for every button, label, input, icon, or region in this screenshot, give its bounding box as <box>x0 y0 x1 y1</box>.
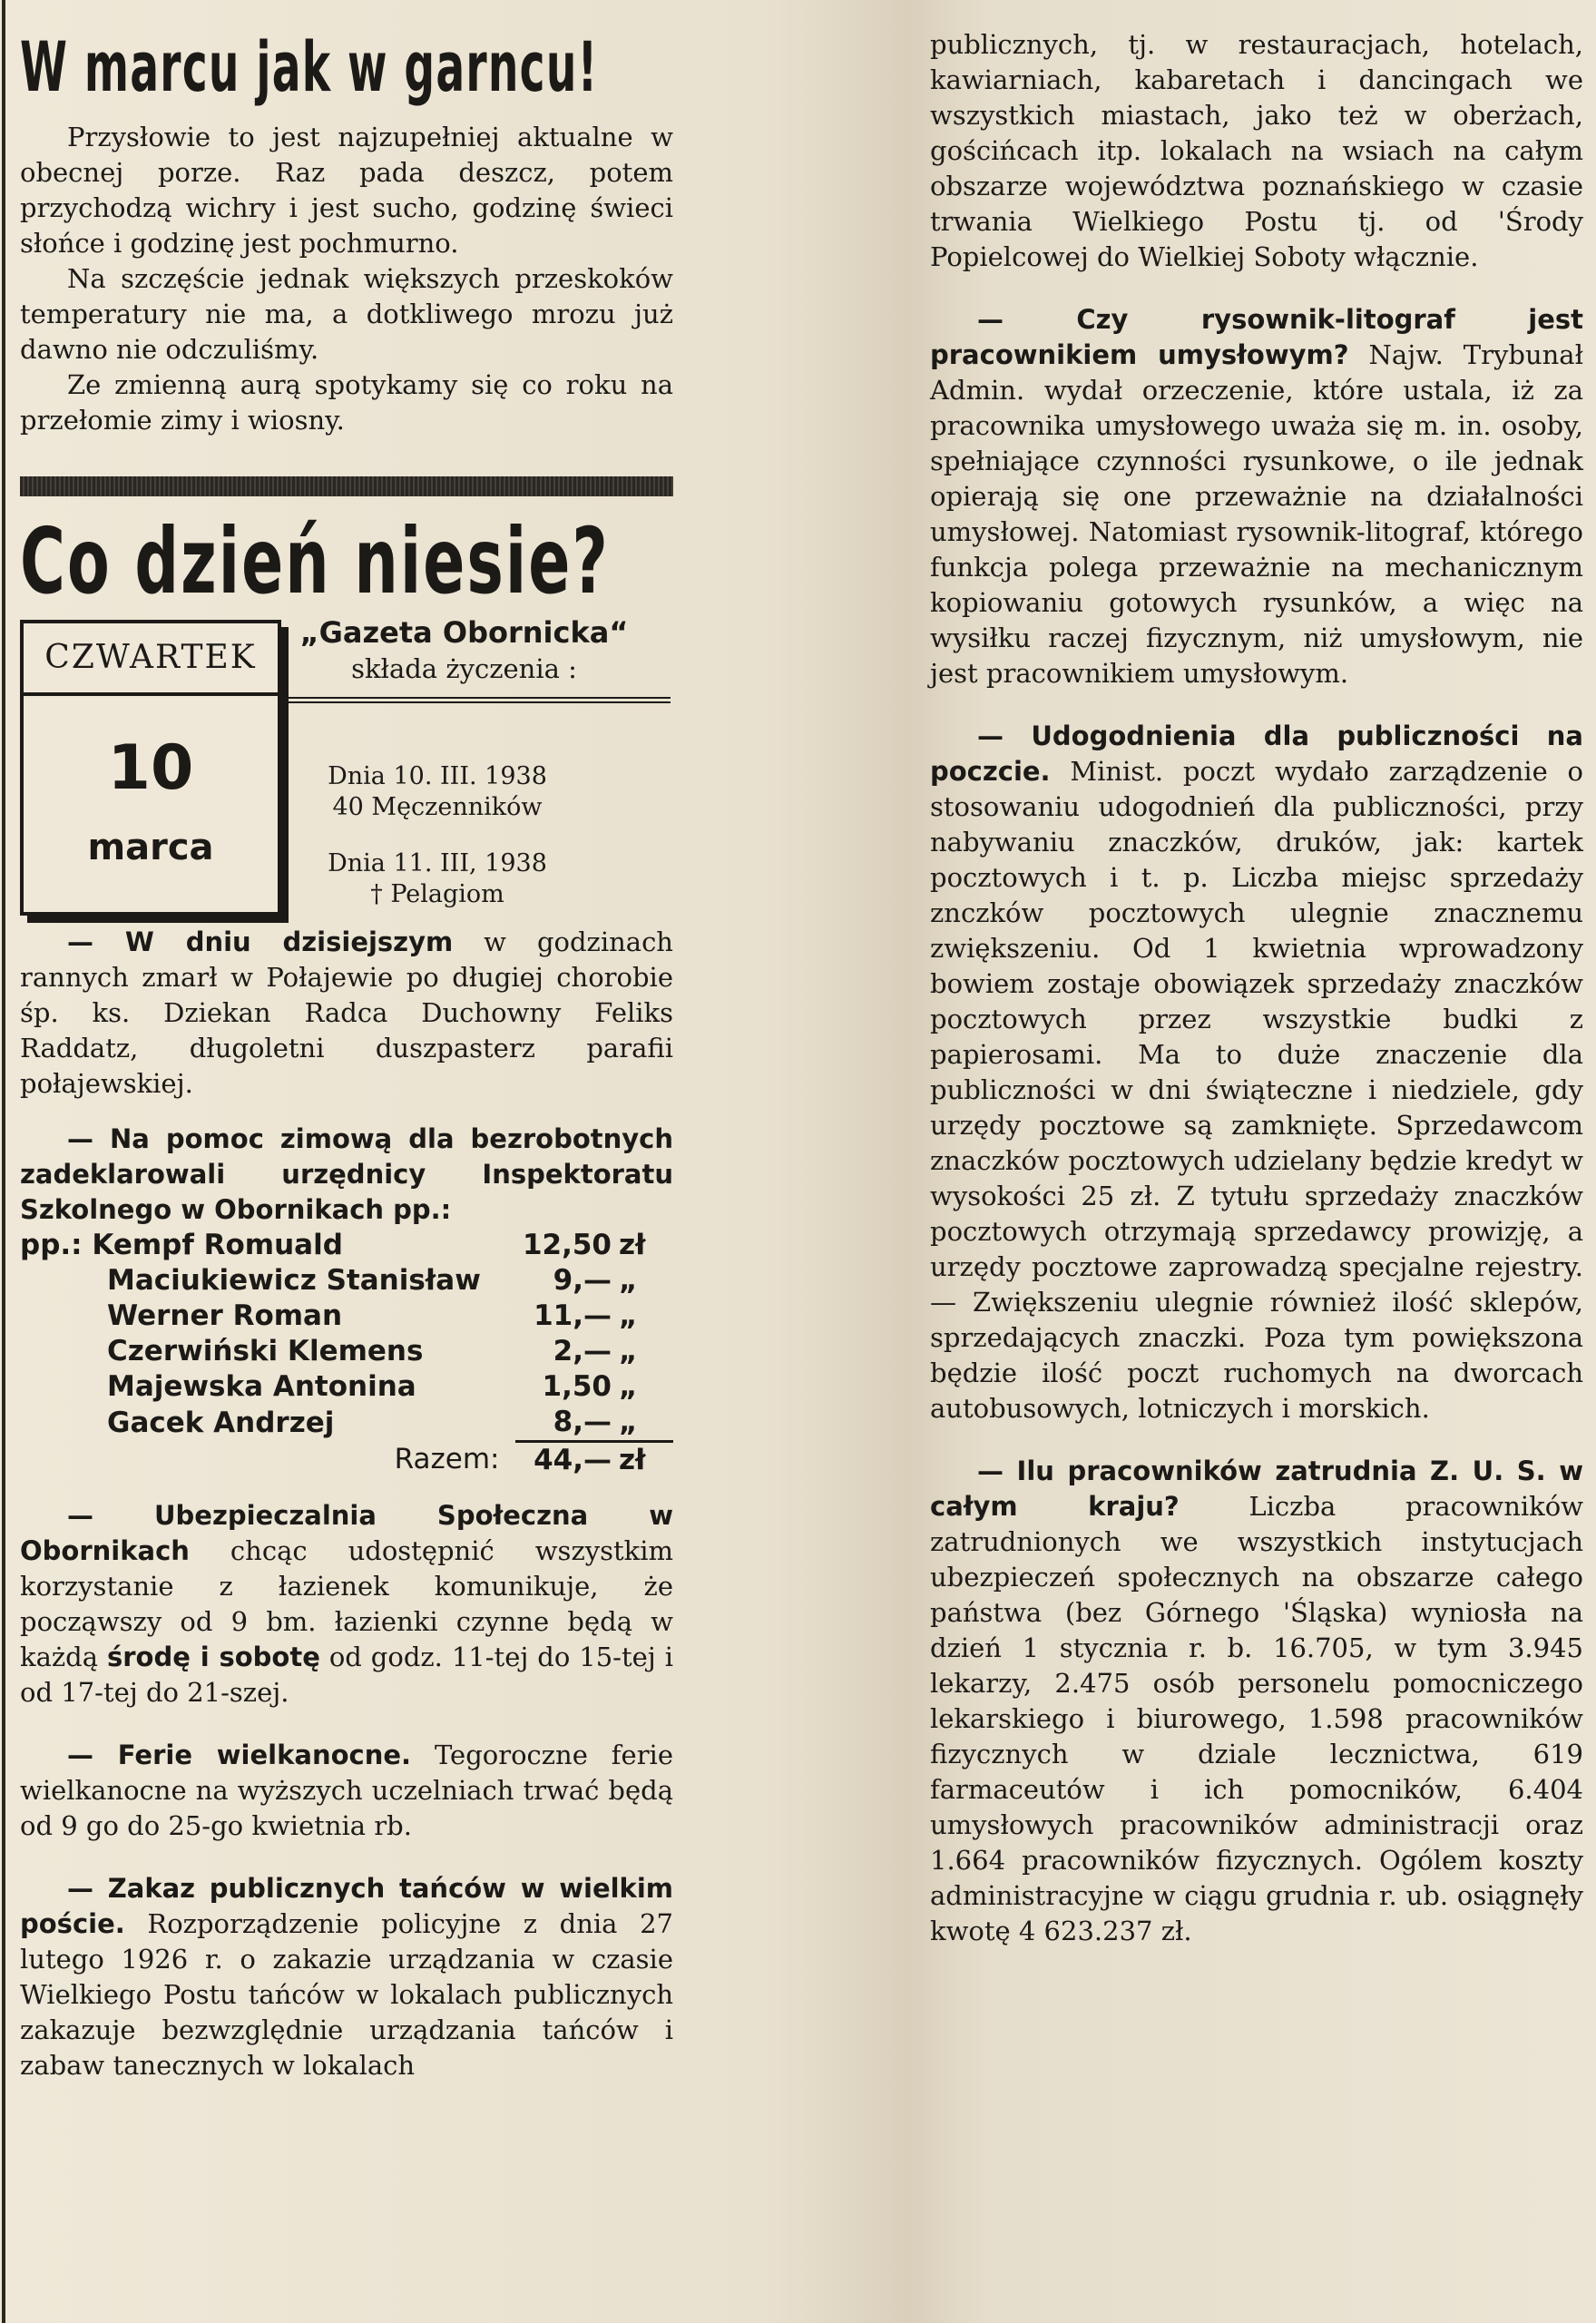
spacer <box>20 1844 673 1871</box>
donor-name: Gacek Andrzej <box>107 1406 335 1439</box>
news-post-office <box>930 719 1583 1426</box>
news-dance-ban-body: Rozporządzenie policyjne z dnia 27 lutego 1926 r. o zakazie urządzania w czasie Wielkiego Postu tańców w lokalach publicznych zakazuje bezwzględnie urządzania tańców i zabaw tanecznych w lokalach <box>20 1908 673 2081</box>
spacer <box>20 1478 673 1498</box>
news-easter-body: Tegoroczne ferie wielkanocne na wyższych uczelniach trwać będą od 9 go do 25-go kwietnia rb. <box>20 1740 673 1841</box>
donation-amount: 9,— <box>553 1264 612 1297</box>
news-easter <box>20 1738 673 1844</box>
calendar-weekday: CZWARTEK <box>24 623 278 696</box>
left-column <box>20 0 673 2083</box>
column-rule <box>2 0 5 2323</box>
dance-ban-continued: publicznych, tj. w restauracjach, hotelach, kawiarniach, kabaretach i dancingach we wszystkich miastach, jako też w oberżach, gościńcach itp. lokalach na wsiach na całym obszarze województwa poznańskiego w czasie trwania Wielkiego Postu tj. od 'Środy Popielcowej do Wielkiej Soboty włącznie. <box>930 29 1583 272</box>
calendar-box <box>20 620 281 916</box>
news-insurance-days: środę i sobotę <box>106 1642 320 1672</box>
spacer <box>930 1426 1583 1454</box>
news-death-body: w godzinach rannych zmarł w Połajewie po długiej chorobie śp. ks. Dziekan Radca Duchowny Feliks Raddatz, długoletni duszpasterz parafii połajewskiej. <box>20 926 673 1099</box>
news-insurance-body-2: od godz. 11-tej do 15-tej i od 17-tej do 21-szej. <box>20 1642 674 1708</box>
news-zus-staff-head: — Ilu pracowników zatrudnia Z. U. S. w całym kraju? <box>930 1456 1583 1522</box>
wishes-box <box>20 475 673 937</box>
news-post-office-head: — Udogodnienia dla publiczności na poczcie. <box>930 720 1583 787</box>
spacer <box>930 275 1583 302</box>
donations-table <box>20 1228 673 1478</box>
donation-row <box>20 1369 673 1405</box>
news-easter-head: — Ferie wielkanocne. <box>67 1740 412 1770</box>
donation-amount: 11,— <box>534 1299 612 1332</box>
news-lithographer-head: — Czy rysownik-litograf jest pracownikiem umysłowym? <box>930 304 1583 370</box>
weather-paragraph-1: Przysłowie to jest najzupełniej aktualne w obecnej porze. Raz pada deszcz, potem przychodzą wichry i jest sucho, godzinę świeci słońce i godzinę jest pochmurno. <box>20 122 673 259</box>
donor-name: Majewska Antonina <box>107 1370 416 1403</box>
news-dance-ban <box>20 1871 673 2083</box>
donor-name: pp.: Kempf Romuald <box>20 1229 343 1261</box>
donation-unit: „ <box>619 1406 638 1438</box>
calendar-day: 10 <box>107 732 194 804</box>
news-insurance-body-1: chcąc udostępnić wszystkim korzystanie z łazienek komunikuje, że począwszy od 9 bm. łazienki czynne będą w każdą <box>20 1535 673 1672</box>
news-death-notice <box>20 925 673 1102</box>
donation-row <box>20 1405 673 1442</box>
donation-row <box>20 1263 673 1299</box>
donation-unit: „ <box>619 1335 638 1367</box>
headline-daily: Co dzień niesie? <box>20 508 610 614</box>
total-label: Razem: <box>394 1443 500 1476</box>
news-lithographer <box>930 302 1583 691</box>
news-death-head: — W dniu dzisiejszym <box>67 926 454 957</box>
name-day-1-date: Dnia 10. III. 1938 <box>328 762 547 790</box>
name-day-1-names: 40 Męczenników <box>332 793 543 821</box>
news-zus-staff-body: Liczba pracowników zatrudnionych we wszystkich instytucjach ubezpieczeń społecznych na obszarze całego państwa (bez Górnego 'Śląska) wyniosła na dzień 1 stycznia r. b. 16.705, w tym 3.945 lekarzy, 2.475 osób personelu pomocniczego lekarskiego i biurowego, 1.598 pracowników fizycznych w dziale lecznictwa, 619 farmaceutów i ich pomocników, 6.404 umysłowych pracowników administracji oraz 1.664 pracowników fizycznych. Ogólem koszty administracyjne w ciągu grudnia r. ub. osiągnęły kwotę 4 623.237 zł. <box>930 1491 1584 1946</box>
headline-weather: W marcu jak w garncu! <box>20 26 599 107</box>
donation-unit: zł <box>619 1229 646 1261</box>
news-winter-aid <box>20 1122 673 1228</box>
donation-amount: 12,50 <box>522 1229 612 1261</box>
calendar-month: marca <box>87 827 214 868</box>
spacer <box>20 1710 673 1738</box>
news-insurance-head: — Ubezpieczalnia Społeczna w Obornikach <box>20 1500 673 1566</box>
name-day-2-date: Dnia 11. III, 1938 <box>328 849 547 877</box>
donor-name: Czerwiński Klemens <box>107 1335 424 1367</box>
news-lithographer-body: Najw. Trybunał Admin. wydał orzeczenie, które ustala, iż za pracownika umysłowego uważa się m. in. osoby, spełniające czynności rysunkowe, o ile jednak opierają się one przeważnie na działalności umysłowej. Natomiast rysownik-litograf, którego funkcja polega przeważnie na mechanicznym kopiowaniu gotowych rysunków, a więc na wysiłku raczej fizycznym, niż umysłowym, nie jest pracownikiem umysłowym. <box>930 339 1583 689</box>
donor-name: Werner Roman <box>107 1299 343 1332</box>
donation-unit: „ <box>619 1264 638 1297</box>
news-insurance <box>20 1498 673 1710</box>
donation-unit: „ <box>619 1370 638 1403</box>
donations-total-row <box>20 1442 673 1479</box>
donation-amount: 2,— <box>553 1335 612 1367</box>
wishes-rule <box>267 697 671 703</box>
wishes-text: składa życzenia : <box>351 653 577 684</box>
paper-greeting <box>258 615 671 703</box>
news-dance-ban-head: — Zakaz publicznych tańców w wielkim poście. <box>20 1873 673 1939</box>
name-day-2-names: † Pelagiom <box>370 880 504 908</box>
news-post-office-body: Minist. poczt wydało zarządzenie o stosowaniu udogodnień dla publiczności, przy nabywaniu znaczków, druków, jak: kartek pocztowych i t. p. Liczba miejsc sprzedaży znczków pocztowych ulegnie znacznemu zwiększeniu. Od 1 kwietnia wprowadzony bowiem zostaje obowiązek sprzedaży znaczków pocztowych przez wszystkie budki z papierosami. Ma to duże znaczenie dla publiczności w dni świąteczne i niedziele, gdy urzędy pocztowe są zamknięte. Sprzedawcom znaczków pocztowych udzielany będzie kredyt w wysokości 25 zł. Z tytułu sprzedaży znaczków pocztowych otrzymają sprzedawcy prowizję, a urzędy pocztowe zaprowadzą specjalne rejestry. — Zwiększeniu ulegnie również ilość sklepów, sprzedających znaczki. Poza tym powiększona będzie ilość poczt ruchomych na dworcach autobusowych, lotniczych i morskich. <box>930 756 1583 1424</box>
weather-paragraph-3: Ze zmienną aurą spotykamy się co roku na przełomie zimy i wiosny. <box>20 369 673 436</box>
news-zus-staff <box>930 1454 1583 1949</box>
donation-amount: 1,50 <box>542 1370 612 1403</box>
donation-row <box>20 1228 673 1263</box>
spacer <box>20 1102 673 1122</box>
news-winter-aid-body: zadeklarowali urzędnicy Inspektoratu Szkolnego w Obornikach pp.: <box>20 1159 673 1225</box>
donor-name: Maciukiewicz Stanisław <box>107 1264 481 1297</box>
name-days <box>301 761 573 910</box>
total-unit: zł <box>612 1442 673 1479</box>
donation-unit: „ <box>619 1299 638 1332</box>
total-amount: 44,— <box>515 1442 612 1479</box>
donation-row <box>20 1299 673 1334</box>
right-column <box>930 0 1583 1949</box>
news-winter-aid-head: — Na pomoc zimową dla bezrobotnych <box>67 1123 673 1154</box>
donation-row <box>20 1334 673 1369</box>
weather-paragraph-2: Na szczęście jednak większych przeskoków temperatury nie ma, a dotkliwego mrozu już dawno nie odczuliśmy. <box>20 263 673 365</box>
spacer <box>930 691 1583 719</box>
paper-name: „Gazeta Obornicka“ <box>299 615 629 650</box>
donation-amount: 8,— <box>553 1406 612 1438</box>
